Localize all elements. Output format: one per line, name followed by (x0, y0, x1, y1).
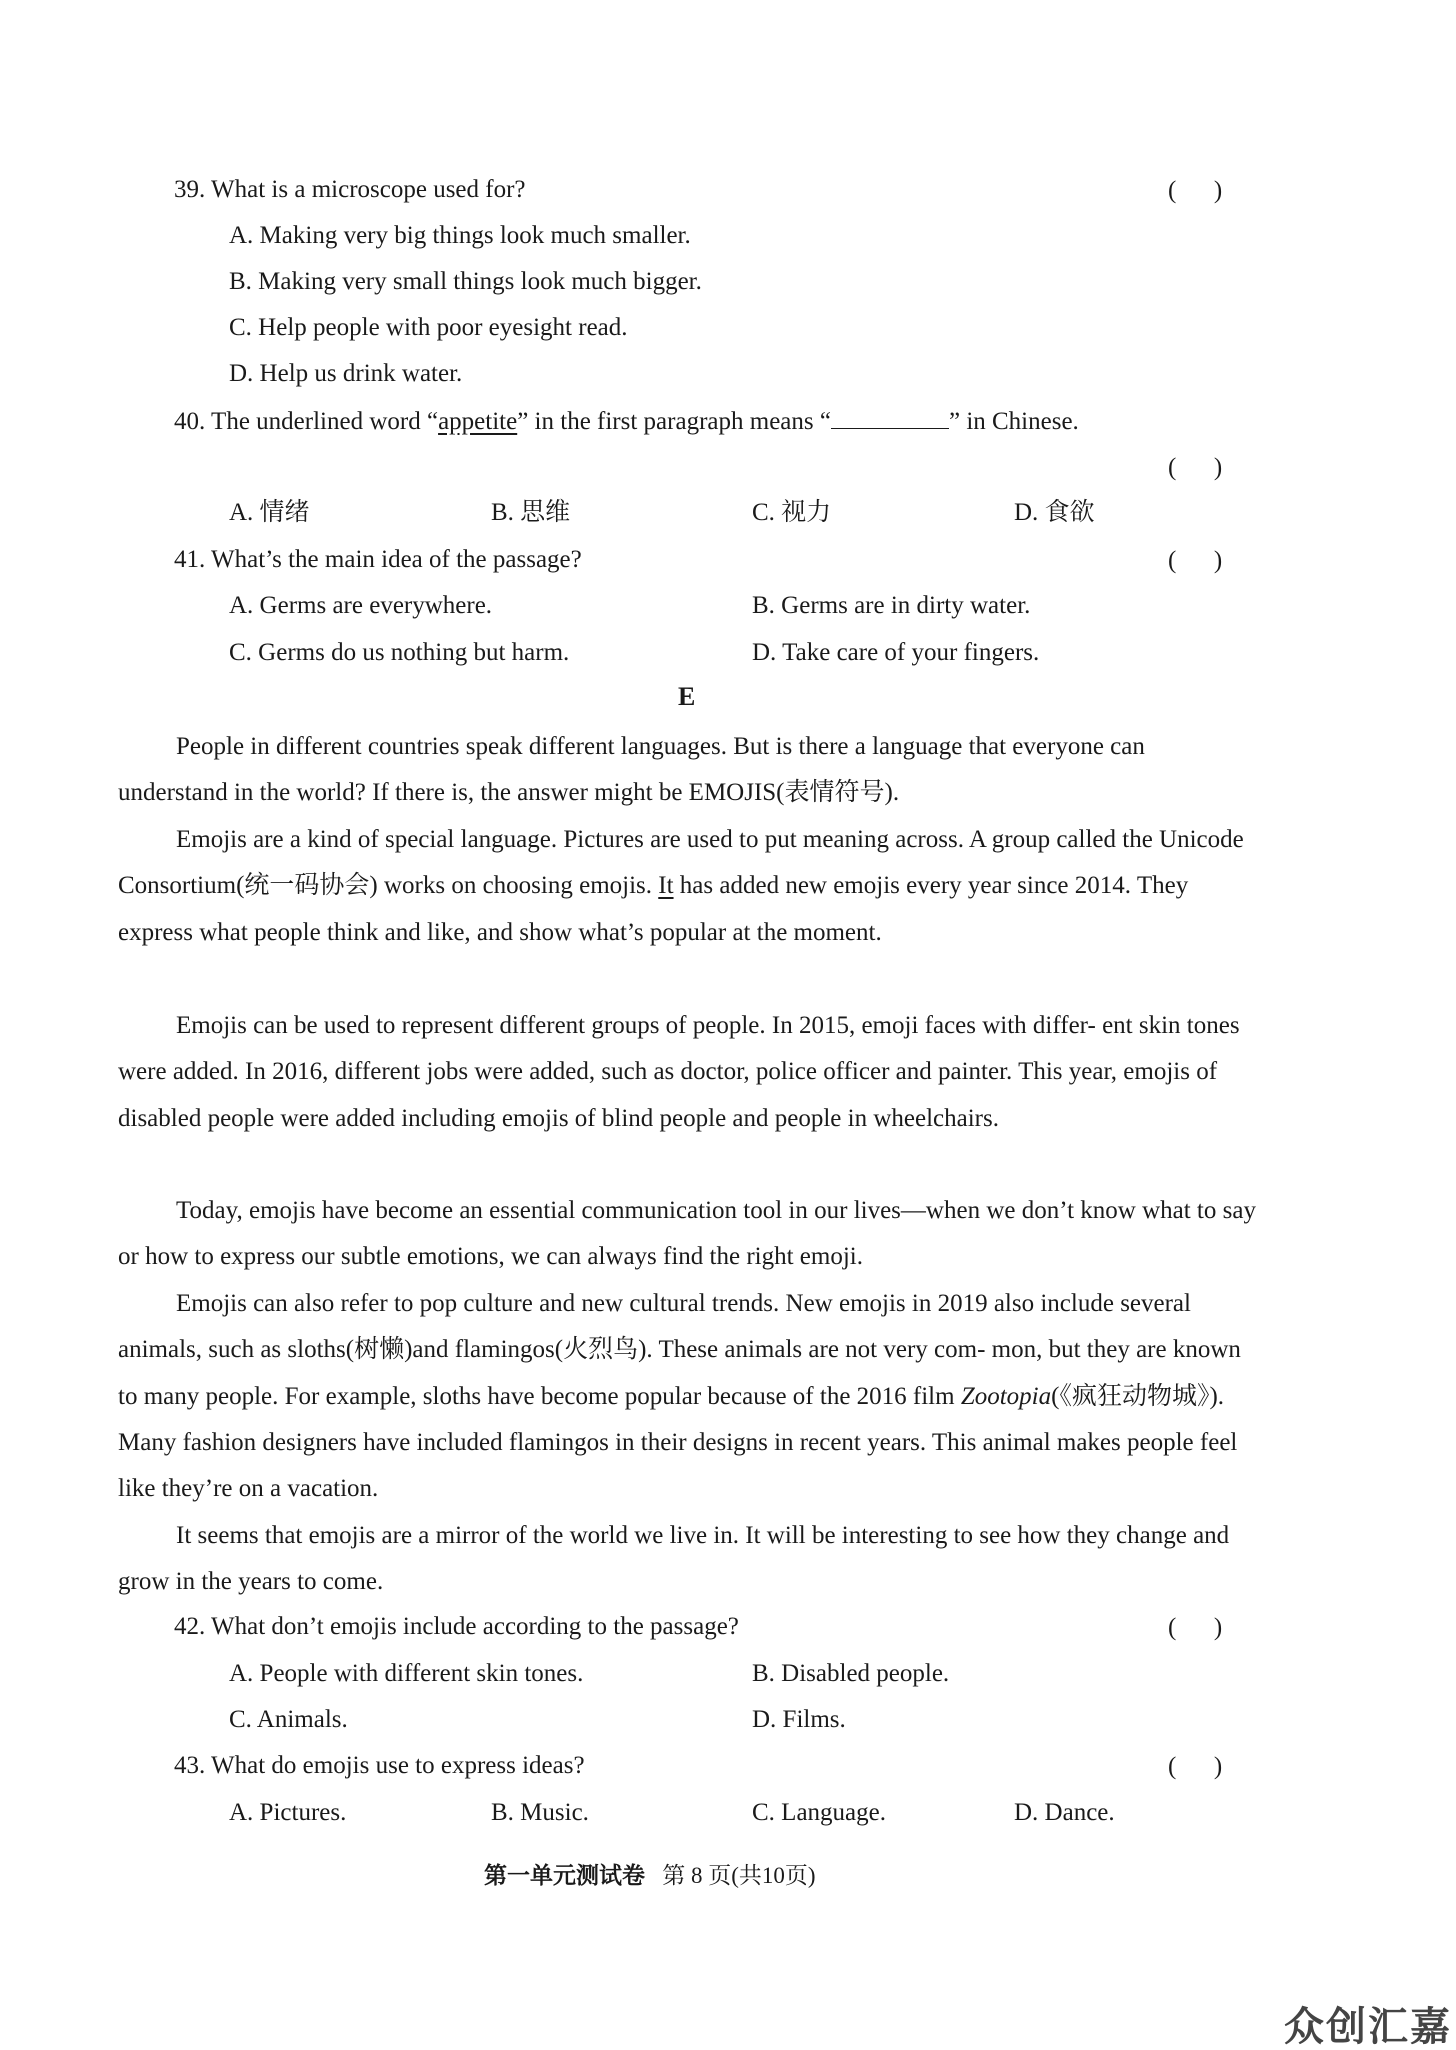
q39-option-d: D. Help us drink water. (229, 360, 463, 387)
q42-option-c: C. Animals. (229, 1706, 348, 1733)
passage-p2-before: Emojis are a kind of special language. Pictures are used to put meaning across. A group called the Unicode Consortium(统一码协会) works on choosing emojis. (118, 826, 1244, 900)
q43-option-a: A. Pictures. (229, 1799, 347, 1826)
q40-stem-before: 40. The underlined word “ (174, 408, 439, 435)
watermark: 众创汇嘉 (1284, 2004, 1452, 2050)
q40-option-d: D. 食欲 (1014, 499, 1095, 526)
page-footer (484, 1857, 816, 1890)
q42-option-a: A. People with different skin tones. (229, 1660, 584, 1687)
q40-stem-after: ” in Chinese. (948, 408, 1079, 435)
passage-paragraph-6: It seems that emojis are a mirror of the world we live in. It will be interesting to see how they change and grow in the years to come. (118, 1522, 1230, 1596)
q43-answer-paren: ( ) (1168, 1753, 1223, 1780)
q40-blank (831, 408, 949, 429)
q43-option-b: B. Music. (491, 1799, 589, 1826)
q43-option-d: D. Dance. (1014, 1799, 1115, 1826)
q41-option-c: C. Germs do us nothing but harm. (229, 639, 570, 666)
q41-stem: 41. What’s the main idea of the passage? (174, 546, 582, 573)
q40-underlined-word: appetite (438, 408, 518, 435)
q40-option-b: B. 思维 (491, 499, 571, 526)
q39-answer-paren: ( ) (1168, 177, 1223, 204)
q41-option-a: A. Germs are everywhere. (229, 592, 493, 619)
q39-option-b: B. Making very small things look much bigger. (229, 268, 702, 295)
q40-option-a: A. 情绪 (229, 499, 310, 526)
q41-option-d: D. Take care of your fingers. (752, 639, 1040, 666)
passage-underlined-it: It (658, 872, 674, 900)
q39-option-a: A. Making very big things look much smaller. (229, 222, 691, 249)
q40-option-c: C. 视力 (752, 499, 832, 526)
passage-p5-before: Emojis can also refer to pop culture and new cultural trends. New emojis in 2019 also include several animals, such as sloths(树懒)and flamingos(火烈鸟). These animals are not very com- mon, but they are known to many people. For example, sloths have become popular because of the 2016 film (118, 1290, 1241, 1410)
q40-stem-middle: ” in the first paragraph means “ (517, 408, 831, 435)
passage-paragraph-1: People in different countries speak different languages. But is there a language that everyone can understand in the world? If there is, the answer might be EMOJIS(表情符号). (118, 733, 1145, 807)
q43-option-c: C. Language. (752, 1799, 886, 1826)
q42-option-d: D. Films. (752, 1706, 846, 1733)
passage-paragraph-3: Emojis can be used to represent different groups of people. In 2015, emoji faces with differ- ent skin tones were added. In 2016, different jobs were added, such as doctor, police officer and painter. This year, emojis of disabled people were added including emojis of blind people and people in wheelchairs. (118, 1012, 1240, 1132)
passage-paragraph-4: Today, emojis have become an essential communication tool in our lives—when we don’t know what to say or how to express our subtle emotions, we can always find the right emoji. (118, 1197, 1256, 1271)
section-e-heading: E (678, 682, 696, 711)
passage-paragraph-2 (118, 817, 1258, 956)
q43-stem: 43. What do emojis use to express ideas? (174, 1752, 585, 1779)
q42-answer-paren: ( ) (1168, 1614, 1223, 1641)
q40-answer-paren: ( ) (1168, 454, 1223, 481)
q42-option-b: B. Disabled people. (752, 1660, 950, 1687)
passage-paragraph-5 (118, 1281, 1258, 1512)
q39-stem: 39. What is a microscope used for? (174, 176, 526, 203)
footer-title: 第一单元测试卷 (484, 1863, 645, 1888)
passage-film-title: Zootopia (960, 1382, 1052, 1410)
q42-stem: 42. What don’t emojis include according to the passage? (174, 1613, 739, 1640)
passage-p2-after: has added new emojis every year since 2014. They express what people think and like, and show what’s popular at the moment. (118, 872, 1189, 946)
passage-p5-after: (《疯狂动物城》). Many fashion designers have included flamingos in their designs in recent years. This animal makes people feel like they’re on a vacation. (118, 1382, 1238, 1503)
footer-page-number: 第 8 页(共10页) (662, 1863, 816, 1888)
q41-option-b: B. Germs are in dirty water. (752, 592, 1031, 619)
q41-answer-paren: ( ) (1168, 547, 1223, 574)
q40-stem (174, 408, 1079, 434)
q39-option-c: C. Help people with poor eyesight read. (229, 314, 628, 341)
